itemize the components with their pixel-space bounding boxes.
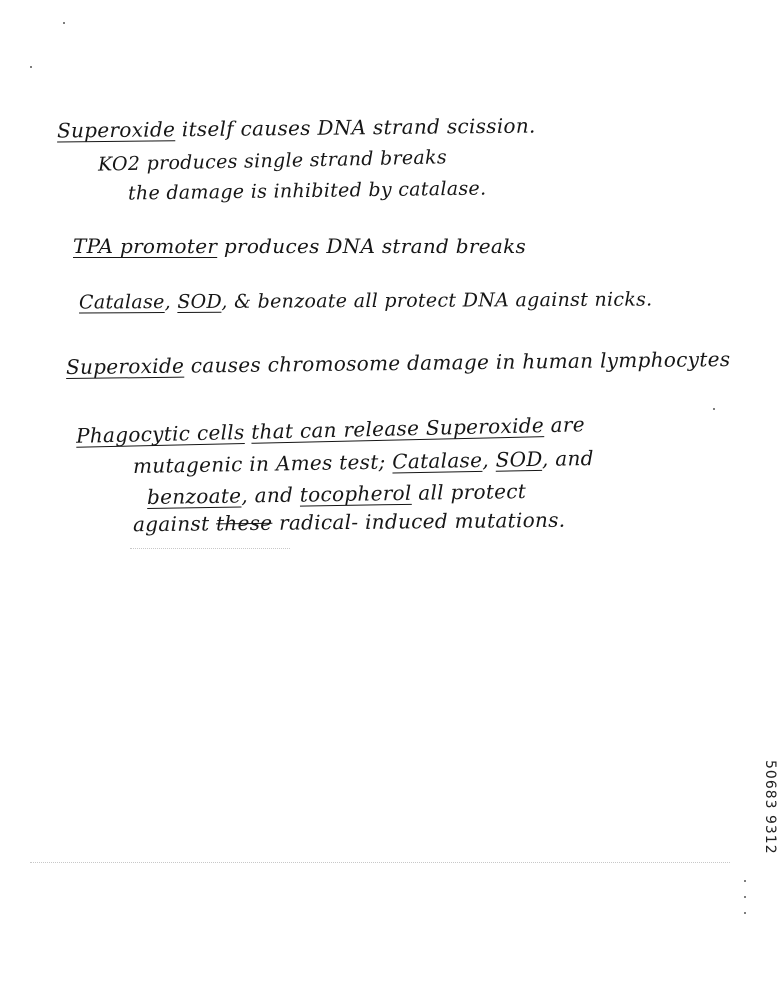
note-text: mutagenic in Ames test; (132, 449, 393, 479)
note-line-6 (65, 346, 731, 380)
underlined-term: SOD (495, 446, 543, 472)
note-line-5 (79, 290, 653, 312)
scan-speck (744, 896, 746, 898)
underlined-term: Superoxide (65, 353, 185, 380)
underlined-term: Catalase (78, 291, 165, 314)
note-text: all protect (411, 479, 527, 505)
note-line-7 (76, 414, 585, 446)
note-text: radical- induced mutations. (272, 507, 566, 535)
note-text: , (164, 290, 178, 314)
underlined-term: that can release Superoxide (250, 413, 545, 444)
note-line-10 (132, 507, 566, 537)
underlined-term: Phagocytic cells (75, 419, 245, 448)
note-line-9 (147, 481, 526, 507)
underlined-term: benzoate (146, 483, 242, 509)
document-number: 50683 9312 (762, 760, 778, 855)
note-line-4 (73, 236, 526, 256)
note-text: the damage is inhibited by catalase. (127, 177, 487, 205)
note-text: against (132, 511, 217, 537)
note-text: , (482, 447, 496, 472)
underlined-term: Superoxide (56, 117, 176, 143)
note-line-3 (128, 179, 487, 203)
note-text: itself causes DNA strand scission. (175, 113, 536, 142)
note-line-8 (132, 445, 594, 479)
note-text: are (543, 412, 586, 438)
scan-artifact-line (130, 548, 290, 549)
note-text: , and (241, 482, 300, 508)
note-line-1 (56, 113, 536, 143)
scan-speck (30, 66, 32, 68)
underlined-term: TPA promoter (73, 234, 218, 258)
scan-speck (63, 22, 65, 24)
note-text: , and (541, 445, 594, 471)
struck-word: these (215, 510, 273, 536)
underlined-term: tocopherol (299, 480, 412, 507)
underlined-term: Catalase (392, 447, 483, 474)
scan-speck (744, 880, 746, 882)
scan-artifact-line (30, 862, 730, 863)
note-text: causes chromosome damage in human lymphocytes (184, 346, 731, 378)
note-text: produces DNA strand breaks (217, 234, 527, 258)
scan-speck (744, 912, 746, 914)
note-text: , & benzoate all protect DNA against nicks. (221, 288, 653, 313)
note-line-2 (98, 148, 447, 174)
scan-speck (713, 408, 715, 410)
underlined-term: SOD (177, 290, 222, 313)
note-text: KO2 produces single strand breaks (97, 146, 448, 176)
